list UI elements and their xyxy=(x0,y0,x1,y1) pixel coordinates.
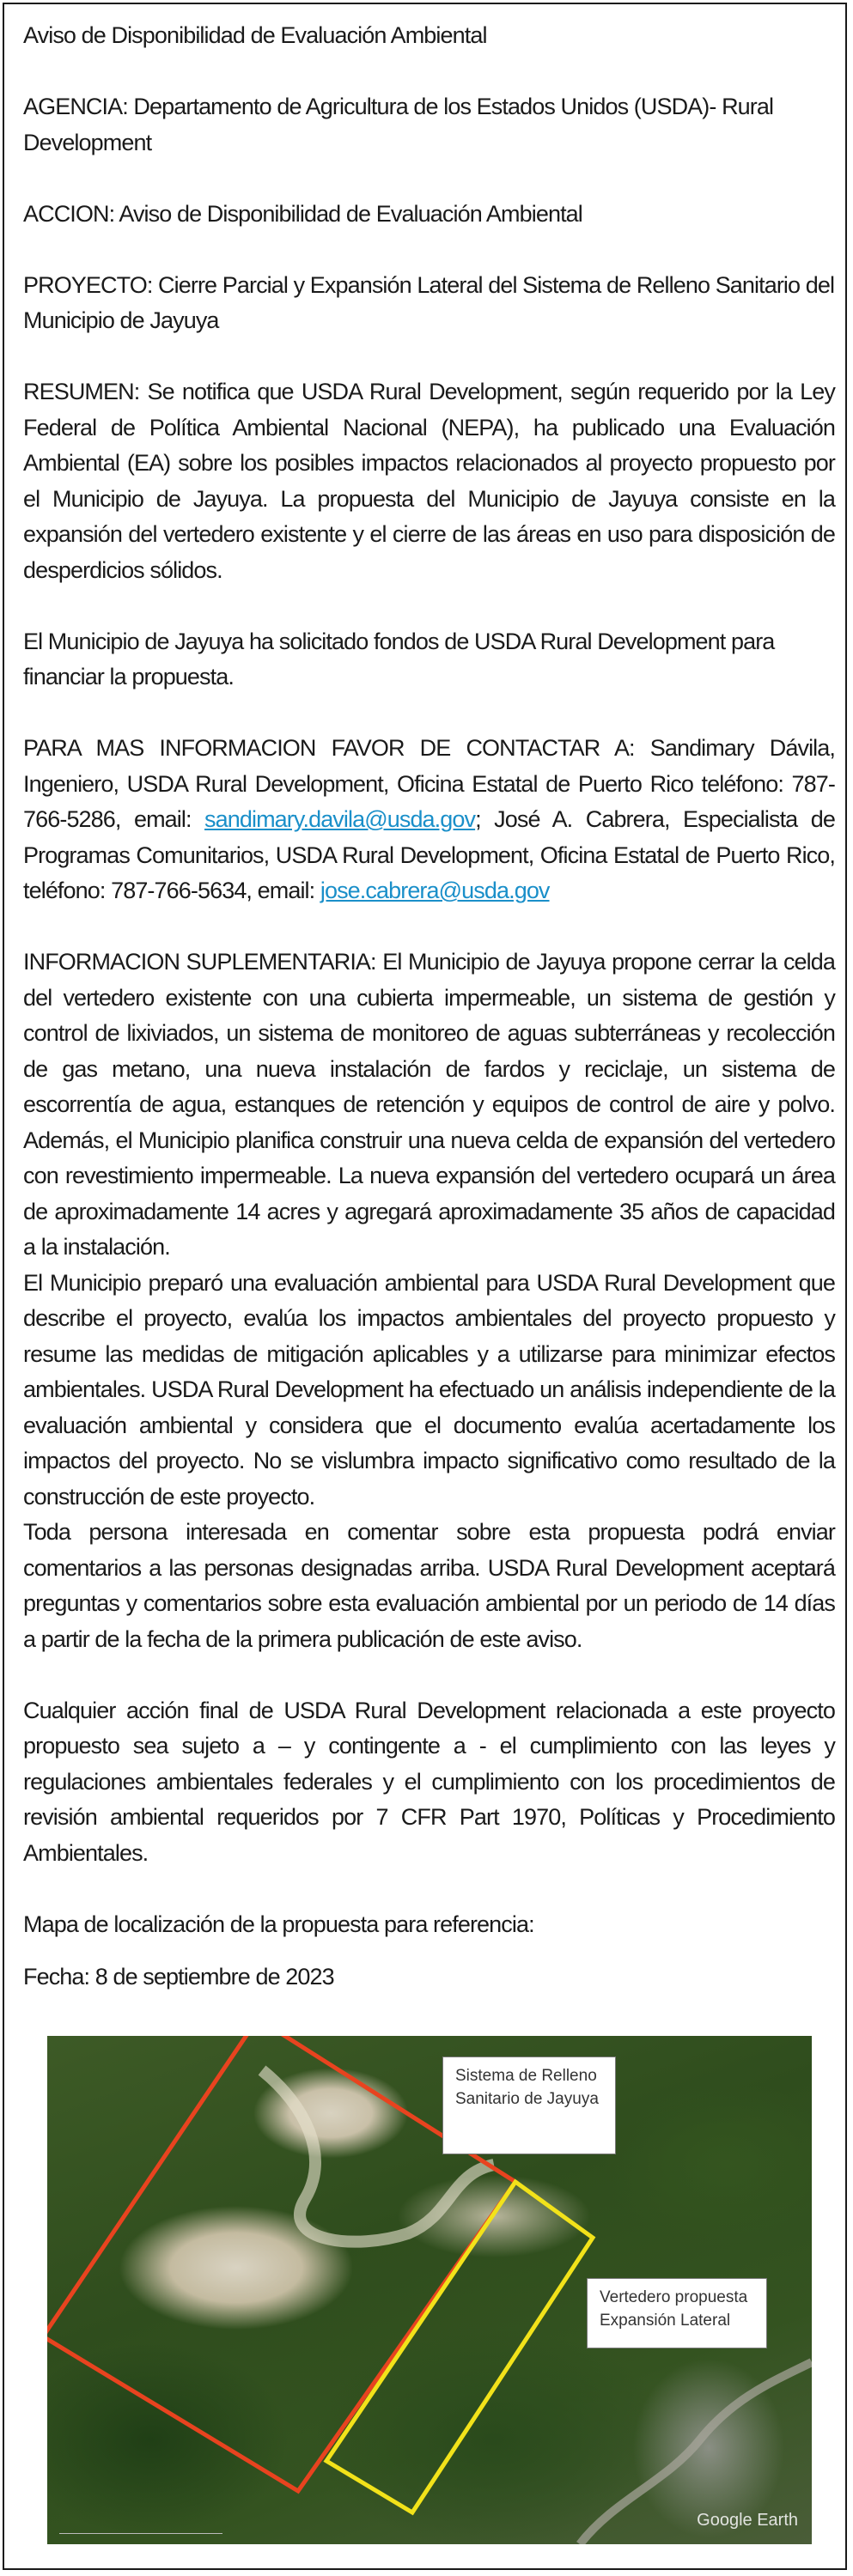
comments-paragraph: Toda persona interesada en comentar sobre esta propuesta podrá enviar comentarios a las personas designadas arriba. USDA Rural Development aceptará preguntas y comentarios sobre esta evaluación ambiental por un periodo de 14 días a partir de la fecha de la primera publicación de este aviso. xyxy=(23,1519,835,1652)
label-proposed-expansion: Vertedero propuesta Expansión Lateral xyxy=(587,2278,767,2348)
label-existing-landfill: Sistema de Relleno Sanitario de Jayuya xyxy=(442,2057,616,2154)
scale-bar xyxy=(59,2533,222,2534)
contact-text-2: ; José A. Cabrera, Especialista de Programas Comunitarios, USDA Rural Development, Oficina Estatal de Puerto Rico, teléfono: 787-766-5634, email: xyxy=(23,806,835,903)
contact-text-1: PARA MAS INFORMACION FAVOR DE CONTACTAR A: Sandimary Dávila, Ingeniero, USDA Rural Development, Oficina Estatal de Puerto Rico teléfono: 787-766-5286, email: xyxy=(23,735,835,832)
email-link-davila[interactable]: sandimary.davila@usda.gov xyxy=(204,806,476,832)
location-map xyxy=(47,2036,812,2544)
supplementary-paragraph: INFORMACION SUPLEMENTARIA: El Municipio de Jayuya propone cerrar la celda del vertedero existente con una cubierta impermeable, un sistema de gestión y control de lixiviados, un sistema de monitoreo de aguas subterráneas y recolección de gas metano, una nueva instalación de fardos y reciclaje, un sistema de escorrentía de agua, estanques de retención y equipos de control de aire y polvo. Además, el Municipio planifica construir una nueva celda de expansión del vertedero con revestimiento impermeable. La nueva expansión del vertedero ocupará un área de aproximadamente 14 acres y agregará aproximadamente 35 años de capacidad a la instalación. xyxy=(23,949,835,1260)
contact-paragraph xyxy=(23,731,835,909)
funding-paragraph: El Municipio de Jayuya ha solicitado fondos de USDA Rural Development para financiar la propuesta. xyxy=(23,628,775,690)
action-line: ACCION: Aviso de Disponibilidad de Evaluación Ambiental xyxy=(23,200,582,227)
map-caption: Mapa de localización de la propuesta para referencia: xyxy=(23,1911,534,1937)
proposed-expansion-outline xyxy=(326,2182,593,2512)
google-earth-logo: Google Earth xyxy=(697,2511,798,2530)
final-action-paragraph: Cualquier acción final de USDA Rural Development relacionada a este proyecto propuesto sea sujeto a – y contingente a - el cumplimiento con las leyes y regulaciones ambientales federales y el cumplimiento con los procedimientos de revisión ambiental requeridos por 7 CFR Part 1970, Políticas y Procedimiento Ambientales. xyxy=(23,1697,835,1866)
notice-frame xyxy=(3,3,847,2570)
notice-date: Fecha: 8 de septiembre de 2023 xyxy=(23,1964,334,1990)
notice-title: Aviso de Disponibilidad de Evaluación Ambiental xyxy=(23,22,487,48)
summary-paragraph: RESUMEN: Se notifica que USDA Rural Development, según requerido por la Ley Federal de Política Ambiental Nacional (NEPA), ha publicado una Evaluación Ambiental (EA) sobre los posibles impactos relacionados al proyecto propuesto por el Municipio de Jayuya. La propuesta del Municipio de Jayuya consiste en la expansión del vertedero existente y el cierre de las áreas en uso para disposición de desperdicios sólidos. xyxy=(23,379,835,583)
assessment-paragraph: El Municipio preparó una evaluación ambiental para USDA Rural Development que describe el proyecto, evalúa los impactos ambientales del proyecto propuesto y resume las medidas de mitigación aplicables y a utilizarse para minimizar efectos ambientales. USDA Rural Development ha efectuado un análisis independiente de la evaluación ambiental y considera que el documento evalúa acertadamente los impactos del proyecto. No se vislumbra impacto significativo como resultado de la construcción de este proyecto. xyxy=(23,1269,835,1510)
email-link-cabrera[interactable]: jose.cabrera@usda.gov xyxy=(320,878,550,903)
agency-line: AGENCIA: Departamento de Agricultura de los Estados Unidos (USDA)- Rural Development xyxy=(23,94,774,155)
project-line: PROYECTO: Cierre Parcial y Expansión Lateral del Sistema de Relleno Sanitario del Municipio de Jayuya xyxy=(23,271,835,333)
notice-body xyxy=(23,18,835,1996)
